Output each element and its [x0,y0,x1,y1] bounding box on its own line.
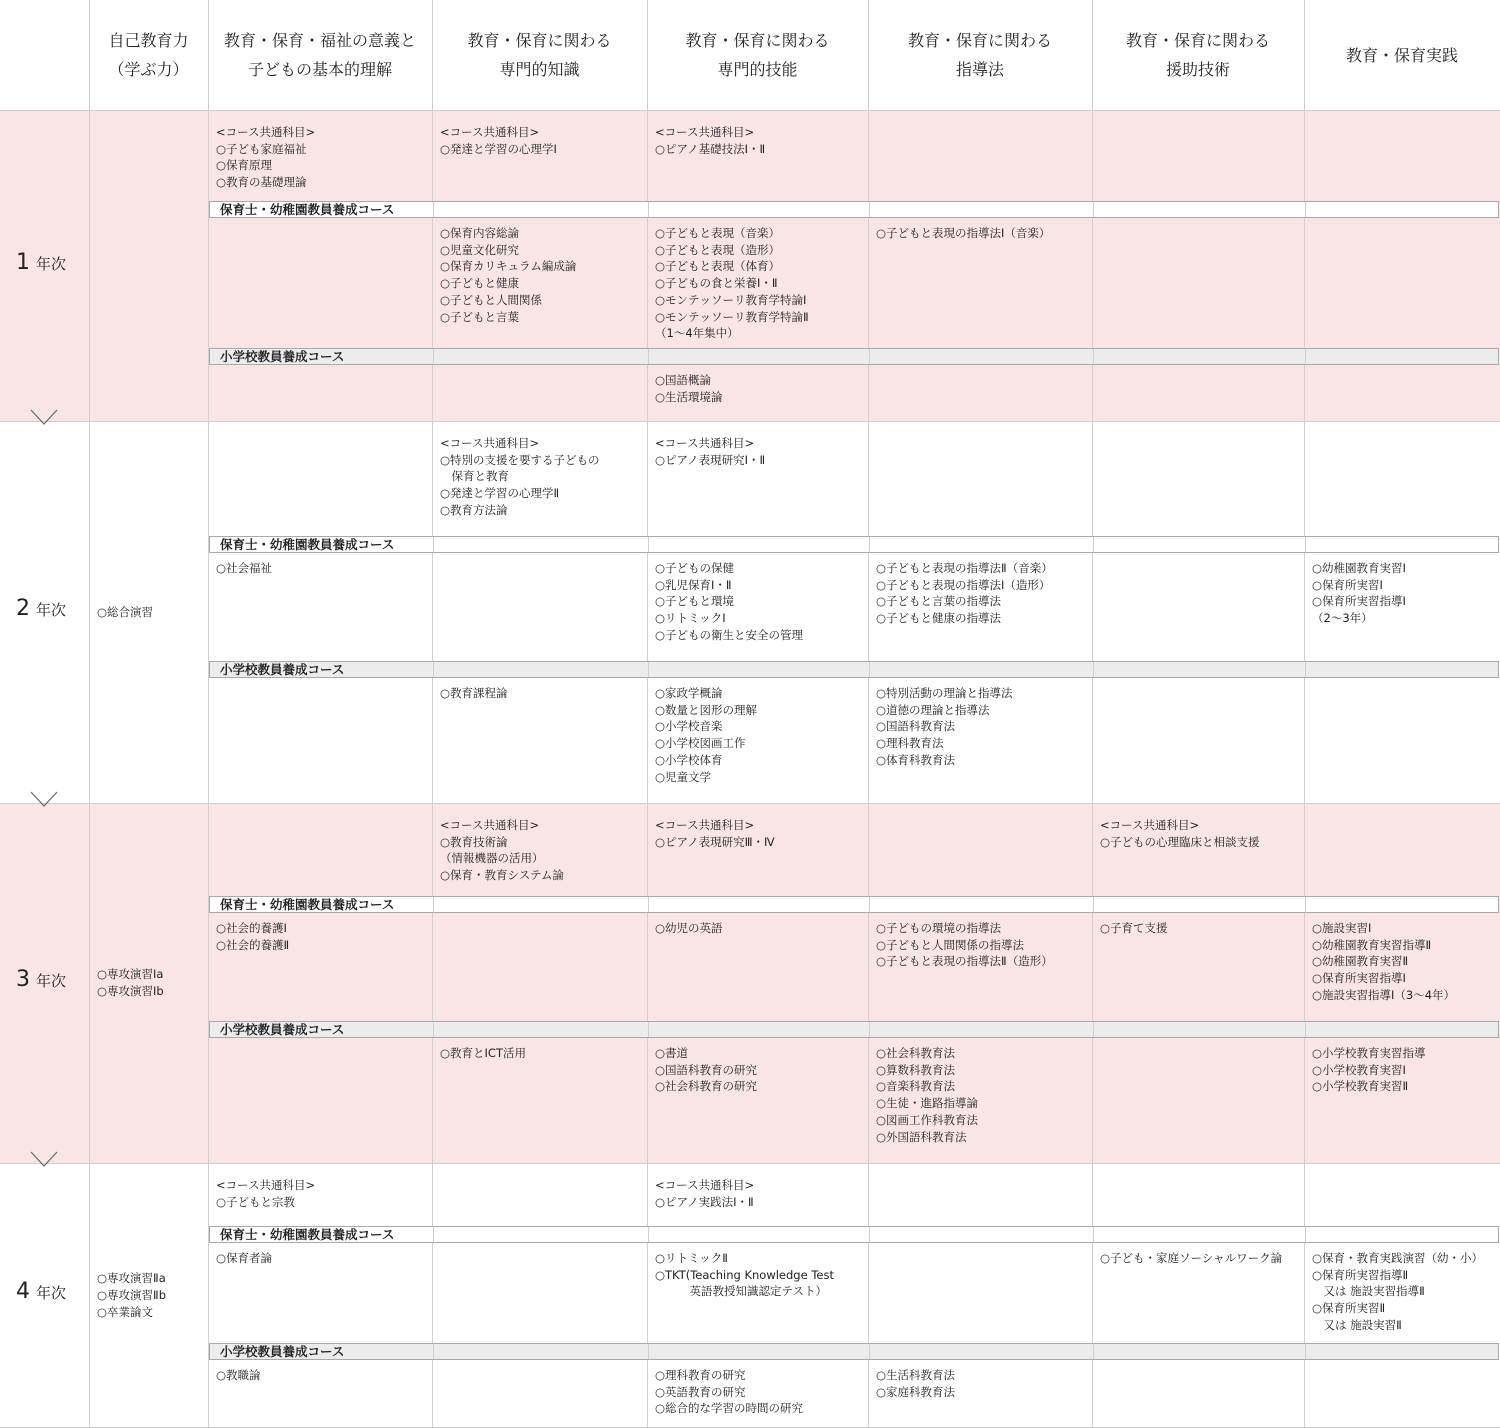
year-3-background [0,803,1500,1163]
course-bar-hoiku [209,1226,1499,1243]
hoiku-cell-significance: ○社会的養護Ⅰ ○社会的養護Ⅱ [216,921,290,952]
hoiku-cell-practice: ○幼稚園教育実習Ⅰ ○保育所実習Ⅰ ○保育所実習指導Ⅰ （2～3年） [1312,561,1406,626]
course-bar-hoiku [209,896,1499,913]
common-cell-knowledge: <コース共通科目> ○教育技術論 （情報機器の活用） ○保育・教育システム論 [440,818,564,883]
hoiku-cell-teaching-methods: ○子どもと表現の指導法Ⅱ（音楽） ○子どもと表現の指導法Ⅰ（造形） ○子どもと言葉の指導法 ○子どもと健康の指導法 [876,561,1053,626]
year-unit: 年次 [36,254,67,273]
bar-divider [1093,1022,1094,1037]
bar-divider [648,1022,649,1037]
course-label: 保育士・幼稚園教員養成コース [220,897,395,912]
shogakko-cell-teaching-methods: ○生活科教育法 ○家庭科教育法 [876,1368,956,1399]
bar-divider [1305,349,1306,364]
course-bar-hoiku [209,201,1499,218]
bar-divider [1093,349,1094,364]
shogakko-cell-practice: ○小学校教育実習指導 ○小学校教育実習Ⅰ ○小学校教育実習Ⅱ [1312,1046,1426,1094]
course-bar-hoiku [209,536,1499,553]
course-bar-shogakko [209,1021,1499,1038]
header-support-skills: 教育・保育に関わる 援助技術 [1125,31,1270,79]
year-label-3 [16,967,66,992]
year-divider [0,421,1500,422]
header-self-study: 自己教育力 （学ぶ力） [108,31,189,79]
bar-divider [648,537,649,552]
hoiku-cell-skills: ○幼児の英語 [655,921,723,935]
hoiku-cell-teaching-methods: ○子どもと表現の指導法Ⅰ（音楽） [876,226,1051,240]
bar-divider [869,662,870,677]
hoiku-cell-support-skills: ○子育て支援 [1100,921,1168,935]
course-label: 小学校教員養成コース [220,1022,345,1037]
bar-divider [1305,662,1306,677]
shogakko-cell-knowledge: ○教育課程論 [440,686,508,700]
bar-divider [433,1227,434,1242]
bar-divider [433,1022,434,1037]
bar-divider [869,1022,870,1037]
self-study-cell: ○専攻演習Ⅰa ○専攻演習Ⅰb [97,967,164,999]
bar-divider [1305,1022,1306,1037]
header-teaching-methods: 教育・保育に関わる 指導法 [907,31,1052,79]
bar-divider [1093,537,1094,552]
year-unit: 年次 [36,972,67,990]
hoiku-cell-practice: ○施設実習Ⅰ ○幼稚園教育実習指導Ⅱ ○幼稚園教育実習Ⅱ ○保育所実習指導Ⅰ ○施設実習指導Ⅰ（3～4年） [1312,921,1456,1002]
year-divider [0,1163,1500,1164]
bar-divider [1305,537,1306,552]
bar-divider [433,349,434,364]
course-label: 小学校教員養成コース [220,1344,345,1359]
hoiku-cell-support-skills: ○子ども・家庭ソーシャルワーク論 [1100,1251,1283,1265]
bar-divider [869,537,870,552]
hoiku-cell-teaching-methods: ○子どもの環境の指導法 ○子どもと人間関係の指導法 ○子どもと表現の指導法Ⅱ（造形） [876,921,1053,969]
common-cell-significance: <コース共通科目> ○子ども家庭福祉 ○保育原理 ○教育の基礎理論 [216,125,316,190]
shogakko-cell-skills: ○家政学概論 ○数量と図形の理解 ○小学校音楽 ○小学校図画工作 ○小学校体育 ○児童文学 [655,686,758,784]
shogakko-cell-significance: ○教職論 [216,1368,261,1382]
common-cell-knowledge: <コース共通科目> ○発達と学習の心理学Ⅰ [440,125,557,156]
common-cell-skills: <コース共通科目> ○ピアノ表現研究Ⅰ・Ⅱ [655,436,766,467]
bar-divider [648,1227,649,1242]
bar-divider [869,349,870,364]
bar-divider [648,662,649,677]
common-cell-significance: <コース共通科目> ○子どもと宗教 [216,1178,316,1209]
course-bar-shogakko [209,1343,1499,1360]
bar-divider [433,537,434,552]
year-label-4 [16,1279,66,1304]
year-number: 4 [16,1279,30,1304]
course-label: 保育士・幼稚園教員養成コース [220,1227,395,1242]
hoiku-cell-skills: ○子どもと表現（音楽） ○子どもと表現（造形） ○子どもと表現（体育） ○子どもの食と栄養Ⅰ・Ⅱ ○モンテッソーリ教育学特論Ⅰ ○モンテッソーリ教育学特論Ⅱ （1～4年集中） [655,226,809,341]
bar-divider [869,897,870,912]
common-cell-skills: <コース共通科目> ○ピアノ基礎技法Ⅰ・Ⅱ [655,125,766,156]
hoiku-cell-significance: ○保育者論 [216,1251,273,1265]
year-number: 3 [16,967,30,992]
bar-divider [869,202,870,217]
bar-divider [1305,1344,1306,1359]
common-cell-knowledge: <コース共通科目> ○特別の支援を要する子どもの 保育と教育 ○発達と学習の心理学Ⅱ ○教育方法論 [440,436,600,517]
bar-divider [648,897,649,912]
shogakko-cell-skills: ○国語概論 ○生活環境論 [655,373,723,404]
hoiku-cell-practice: ○保育・教育実践演習（幼・小） ○保育所実習指導Ⅱ 又は 施設実習指導Ⅱ ○保育所実習Ⅱ 又は 施設実習Ⅱ [1312,1251,1484,1332]
course-label: 保育士・幼稚園教員養成コース [220,537,395,552]
chevron-down-icon [30,409,58,425]
bar-divider [1093,662,1094,677]
course-bar-shogakko [209,661,1499,678]
bar-divider [869,1344,870,1359]
hoiku-cell-knowledge: ○保育内容総論 ○児童文化研究 ○保育カリキュラム編成論 ○子どもと健康 ○子どもと人間関係 ○子どもと言葉 [440,226,577,324]
course-label: 小学校教員養成コース [220,662,345,677]
header-skills: 教育・保育に関わる 専門的技能 [685,31,830,79]
year-label-1 [16,250,66,275]
bar-divider [1093,1227,1094,1242]
shogakko-cell-teaching-methods: ○特別活動の理論と指導法 ○道徳の理論と指導法 ○国語科教育法 ○理科教育法 ○体育科教育法 [876,686,1013,767]
header-practice: 教育・保育実践 [1345,45,1458,65]
self-study-cell: ○専攻演習Ⅱa ○専攻演習Ⅱb ○卒業論文 [97,1271,166,1319]
year-unit: 年次 [36,1284,67,1302]
bar-divider [1093,1344,1094,1359]
course-label: 小学校教員養成コース [220,349,345,364]
column-divider [89,0,90,1427]
course-label: 保育士・幼稚園教員養成コース [220,202,395,217]
hoiku-cell-significance: ○社会福祉 [216,561,273,575]
bar-divider [1093,202,1094,217]
year-label-2 [16,596,66,621]
common-cell-skills: <コース共通科目> ○ピアノ表現研究Ⅲ・Ⅳ [655,818,775,849]
shogakko-cell-skills: ○理科教育の研究 ○英語教育の研究 ○総合的な学習の時間の研究 [655,1368,804,1416]
bar-divider [648,202,649,217]
shogakko-cell-teaching-methods: ○社会科教育法 ○算数科教育法 ○音楽科教育法 ○生徒・進路指導論 ○図画工作科教育法 ○外国語科教育法 [876,1046,979,1144]
bar-divider [433,662,434,677]
chevron-down-icon [30,791,58,807]
shogakko-cell-knowledge: ○教育とICT活用 [440,1046,526,1060]
bar-divider [1305,202,1306,217]
year-number: 2 [16,596,30,621]
hoiku-cell-skills: ○リトミックⅡ ○TKT(Teaching Knowledge Test 英語教授知識認定テスト） [655,1251,834,1299]
bar-divider [433,202,434,217]
header-divider [0,110,1500,111]
chevron-down-icon [30,1151,58,1167]
year-unit: 年次 [36,601,67,619]
bar-divider [1305,897,1306,912]
year-number: 1 [16,249,30,275]
bar-divider [1093,897,1094,912]
bar-divider [433,1344,434,1359]
bar-divider [648,349,649,364]
bar-divider [1305,1227,1306,1242]
bar-divider [869,1227,870,1242]
self-study-cell: ○総合演習 [97,604,154,619]
header-significance: 教育・保育・福祉の意義と 子どもの基本的理解 [223,31,416,79]
year-divider [0,803,1500,804]
hoiku-cell-skills: ○子どもの保健 ○乳児保育Ⅰ・Ⅱ ○子どもと環境 ○リトミックⅠ ○子どもの衛生と安全の管理 [655,561,804,642]
bar-divider [433,897,434,912]
common-cell-skills: <コース共通科目> ○ピアノ実践法Ⅰ・Ⅱ [655,1178,755,1209]
bar-divider [648,1344,649,1359]
header-knowledge: 教育・保育に関わる 専門的知識 [467,31,612,79]
common-cell-support-skills: <コース共通科目> ○子どもの心理臨床と相談支援 [1100,818,1260,849]
shogakko-cell-skills: ○書道 ○国語科教育の研究 ○社会科教育の研究 [655,1046,758,1094]
course-bar-shogakko [209,348,1499,365]
